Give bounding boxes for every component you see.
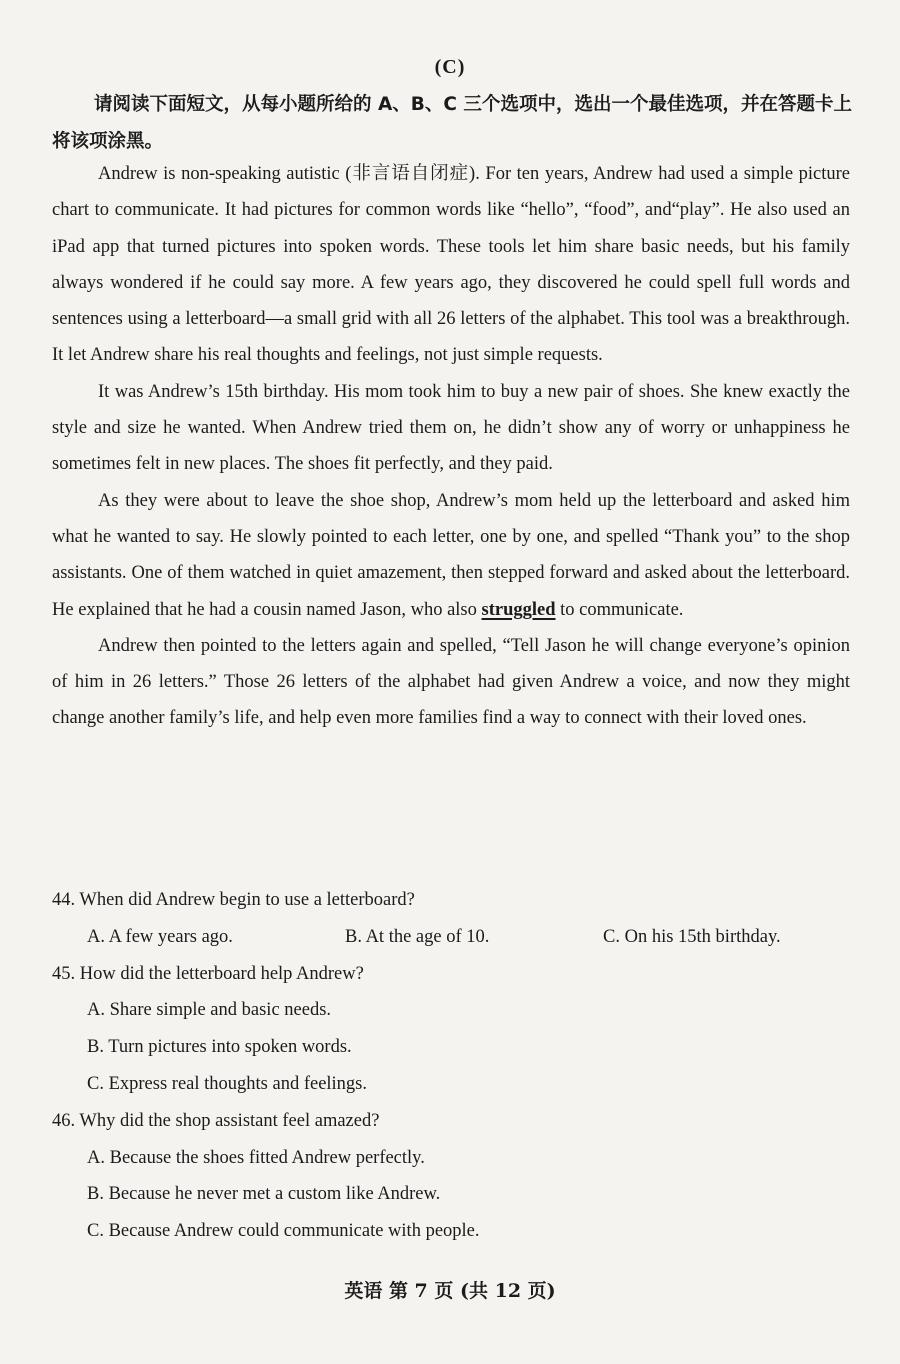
reading-passage <box>52 156 850 737</box>
option-44-a: A. A few years ago. <box>87 926 233 947</box>
passage-paragraph-3-end: to communicate. <box>555 599 684 620</box>
passage-paragraph-4: Andrew then pointed to the letters again and spelled, “Tell Jason he will change everyone’s opinion of him in 26 letters.” Those 26 letters of the alphabet had given Andrew a voice, and now they might change another family’s life, and help even more families find a way to connect with their loved ones. <box>52 635 850 729</box>
option-45-b: B. Turn pictures into spoken words. <box>87 1037 352 1058</box>
passage-paragraph-3-tail: who also <box>410 599 482 620</box>
option-46-b: B. Because he never met a custom like Andrew. <box>87 1184 441 1205</box>
question-44: 44. When did Andrew begin to use a letterboard? <box>52 890 415 910</box>
underlined-word-struggled: struggled <box>481 599 556 620</box>
option-45-c: C. Express real thoughts and feelings. <box>87 1073 368 1094</box>
passage-paragraph-1: Andrew is non-speaking autistic (非言语自闭症). For ten years, Andrew had used a simple picture chart to communicate. It had pictures for common words like “hello”, “food”, and“play”. He also used an iPad app that turned pictures into spoken words. These tools let him share basic needs, but his family always wondered if he could say more. A few years ago, they discovered he could spell full words and sentences using a letterboard—a small grid with all 26 letters of the alphabet. This tool was a breakthrough. It let Andrew share his real thoughts and feelings, not just simple requests. <box>52 164 850 366</box>
question-45: 45. How did the letterboard help Andrew? <box>52 963 364 984</box>
option-44-c: C. On his 15th birthday. <box>603 926 781 947</box>
option-45-a: A. Share simple and basic needs. <box>87 1000 332 1021</box>
instruction-text: 请阅读下面短文，从每小题所给的 A、B、C 三个选项中，选出一个最佳选项，并在答题卡上将该项涂黑。 <box>52 94 852 152</box>
option-44-b: B. At the age of 10. <box>345 926 490 947</box>
question-44-options <box>52 919 852 956</box>
question-46: 46. Why did the shop assistant feel amazed? <box>52 1110 380 1131</box>
passage-paragraph-2: It was Andrew’s 15th birthday. His mom took him to buy a new pair of shoes. She knew exactly the style and size he wanted. When Andrew tried them on, he didn’t show any of worry or unhappiness he sometimes felt in new places. The shoes fit perfectly, and they paid. <box>52 381 850 475</box>
option-46-c: C. Because Andrew could communicate with people. <box>87 1221 480 1242</box>
passage-paragraph-3-text: As they were about to leave the shoe shop, Andrew’s mom held up the letterboard and asked him what he wanted to say. He slowly pointed to each letter, one by one, and spelled “Thank you” to the shop assistants. One of them watched in quiet amazement, then stepped forward and asked about the letterboard. He explained that he had a cousin named Jason, <box>52 490 850 620</box>
option-46-a: A. Because the shoes fitted Andrew perfectly. <box>87 1147 425 1168</box>
page-footer: 英语 第 7 页 (共 12 页) <box>344 1280 556 1302</box>
question-list <box>52 882 852 1250</box>
section-label: (C) <box>434 56 466 78</box>
passage-paragraph-3 <box>52 483 850 628</box>
